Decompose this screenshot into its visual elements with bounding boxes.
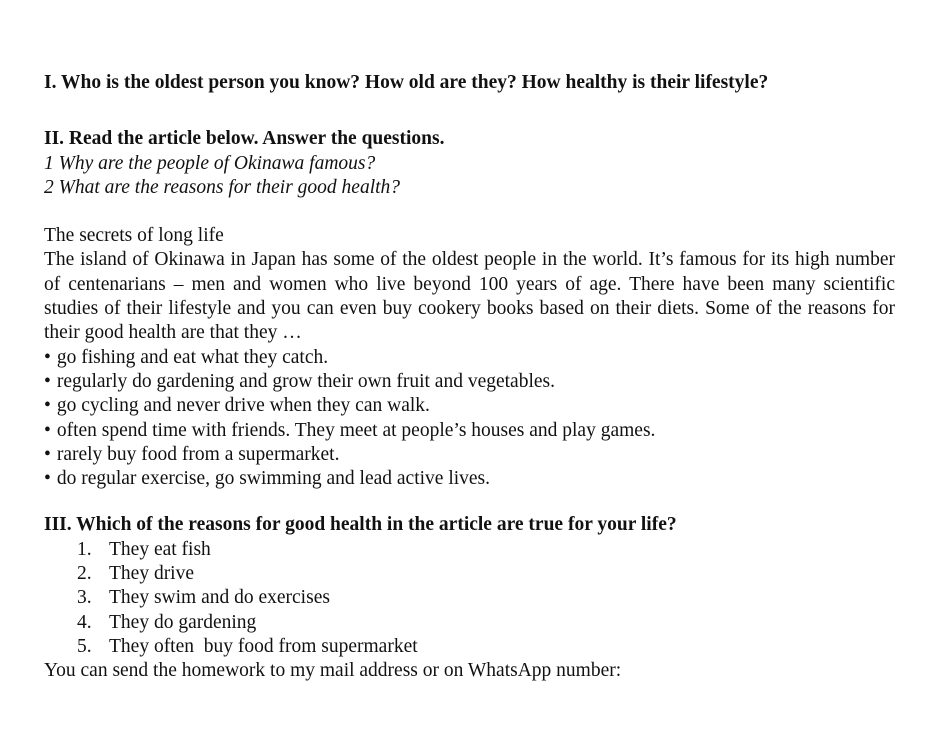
list-item	[44, 586, 895, 610]
spacer	[44, 491, 895, 513]
item-number: 3.	[77, 587, 92, 609]
spacer	[44, 200, 895, 224]
item-text: They often buy food from supermarket	[109, 635, 418, 657]
question-1: 1 Why are the people of Okinawa famous?	[44, 152, 376, 174]
footer-note: You can send the homework to my mail address or on WhatsApp number:	[44, 660, 622, 682]
list-item	[44, 538, 895, 562]
list-item: • do regular exercise, go swimming and lead active lives.	[44, 467, 895, 491]
section-3-heading: III. Which of the reasons for good health in the article are true for your life?	[44, 514, 677, 536]
list-item	[44, 611, 895, 635]
item-number: 4.	[77, 611, 92, 633]
article-title: The secrets of long life	[44, 225, 224, 247]
item-number: 5.	[77, 635, 92, 657]
list-item: • regularly do gardening and grow their own fruit and vegetables.	[44, 370, 895, 394]
list-item: • go cycling and never drive when they can walk.	[44, 394, 895, 418]
list-item: • often spend time with friends. They meet at people’s houses and play games.	[44, 419, 895, 443]
answer-list	[44, 538, 895, 659]
item-text: They do gardening	[109, 611, 257, 633]
list-item	[44, 635, 895, 659]
reasons-list	[44, 346, 895, 492]
spacer	[44, 95, 895, 127]
item-number: 1.	[77, 538, 92, 560]
list-item	[44, 562, 895, 586]
item-text: They drive	[109, 563, 195, 585]
worksheet-page	[44, 71, 895, 684]
item-text: They swim and do exercises	[109, 587, 330, 609]
item-text: They eat fish	[109, 538, 211, 560]
section-2-heading: II. Read the article below. Answer the questions.	[44, 128, 445, 150]
item-number: 2.	[77, 563, 92, 585]
article-paragraph: The island of Okinawa in Japan has some of the oldest people in the world. It’s famous for its high number of centenarians – men and women who live beyond 100 years of age. There have been many scientific studies of their lifestyle and you can even buy cookery books based on their diets. Some of the reasons for their good health are that they …	[44, 249, 895, 344]
section-1-heading: I. Who is the oldest person you know? How old are they? How healthy is their lifestyle?	[44, 72, 769, 93]
question-2: 2 What are the reasons for their good health?	[44, 176, 401, 198]
list-item: • go fishing and eat what they catch.	[44, 346, 895, 370]
list-item: • rarely buy food from a supermarket.	[44, 443, 895, 467]
